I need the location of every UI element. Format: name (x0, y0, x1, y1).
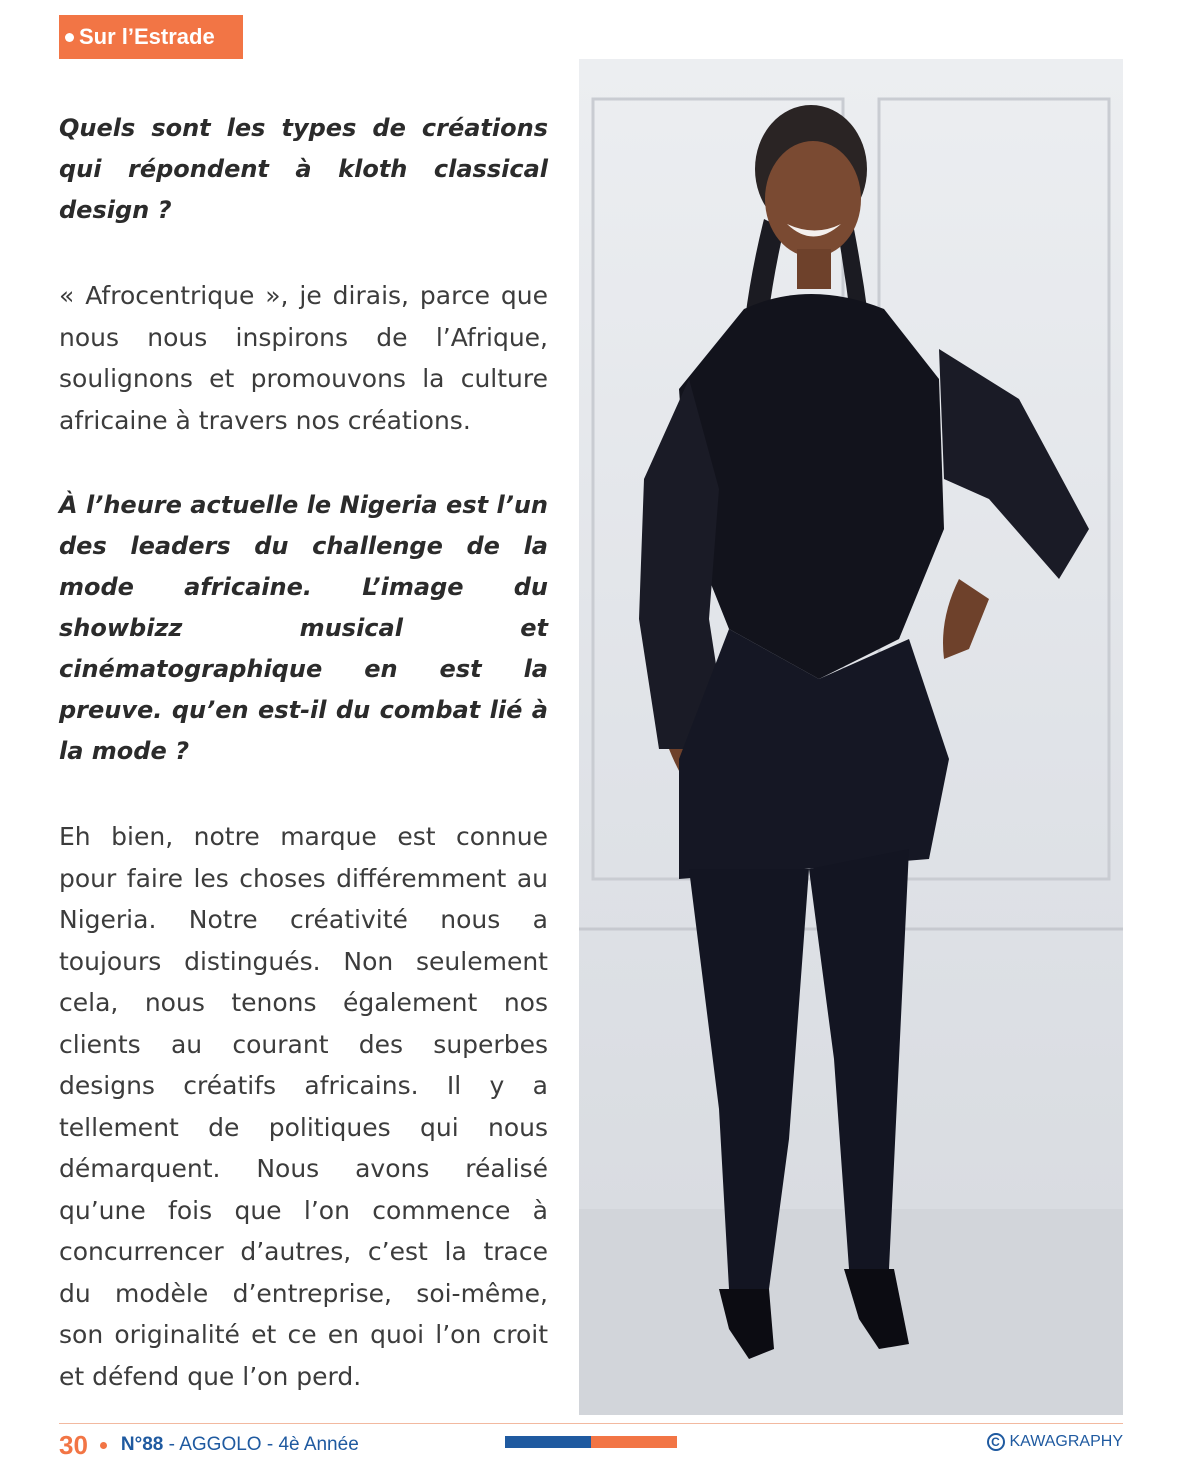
question-2: À l’heure actuelle le Nigeria est l’un des leaders du challenge de la mode africaine. L’image du showbizz musical et cinématographique en est la preuve. qu’en est-il du combat lié à la mode ? (59, 491, 548, 765)
magazine-name: - AGGOLO - 4è Année (163, 1434, 359, 1455)
answer-2: Eh bien, notre marque est connue pour faire les choses différemment au Nigeria. Notre créativité nous a toujours distingués. Non seulement cela, nous tenons également nos clients au courant des superbes designs créatifs africains. Il y a tellement de politiques qui nous démarquent. Nous avons réalisé qu’une fois que l’on commence à concurrencer d’autres, c’est la trace du modèle d’entreprise, soi-même, son originalité et ce en quoi l’on croit et défend que l’on perd. (59, 822, 548, 1391)
dot-icon (65, 33, 74, 42)
question-1: Quels sont les types de créations qui répondent à kloth classical design ? (59, 114, 548, 224)
page-number: 30 (59, 1429, 88, 1460)
dot-icon (100, 1442, 107, 1449)
article-column (59, 108, 548, 1397)
footer-bar-blue (505, 1436, 591, 1448)
woman-figure-illustration (579, 59, 1123, 1415)
footer (59, 1430, 359, 1460)
answer-1: « Afrocentrique », je dirais, parce que nous nous inspirons de l’Afrique, soulignons et promouvons la culture africaine à travers nos créations. (59, 281, 548, 435)
credit-label: KAWAGRAPHY (1009, 1433, 1123, 1450)
issue-number: N°88 (120, 1434, 164, 1455)
section-tag (59, 15, 243, 59)
footer-bar-orange (591, 1436, 677, 1448)
footer-divider (59, 1423, 1123, 1424)
copyright-icon: C (987, 1433, 1005, 1451)
portrait-photo (579, 59, 1123, 1415)
photo-credit (987, 1433, 1124, 1451)
section-label: Sur l’Estrade (79, 24, 215, 49)
